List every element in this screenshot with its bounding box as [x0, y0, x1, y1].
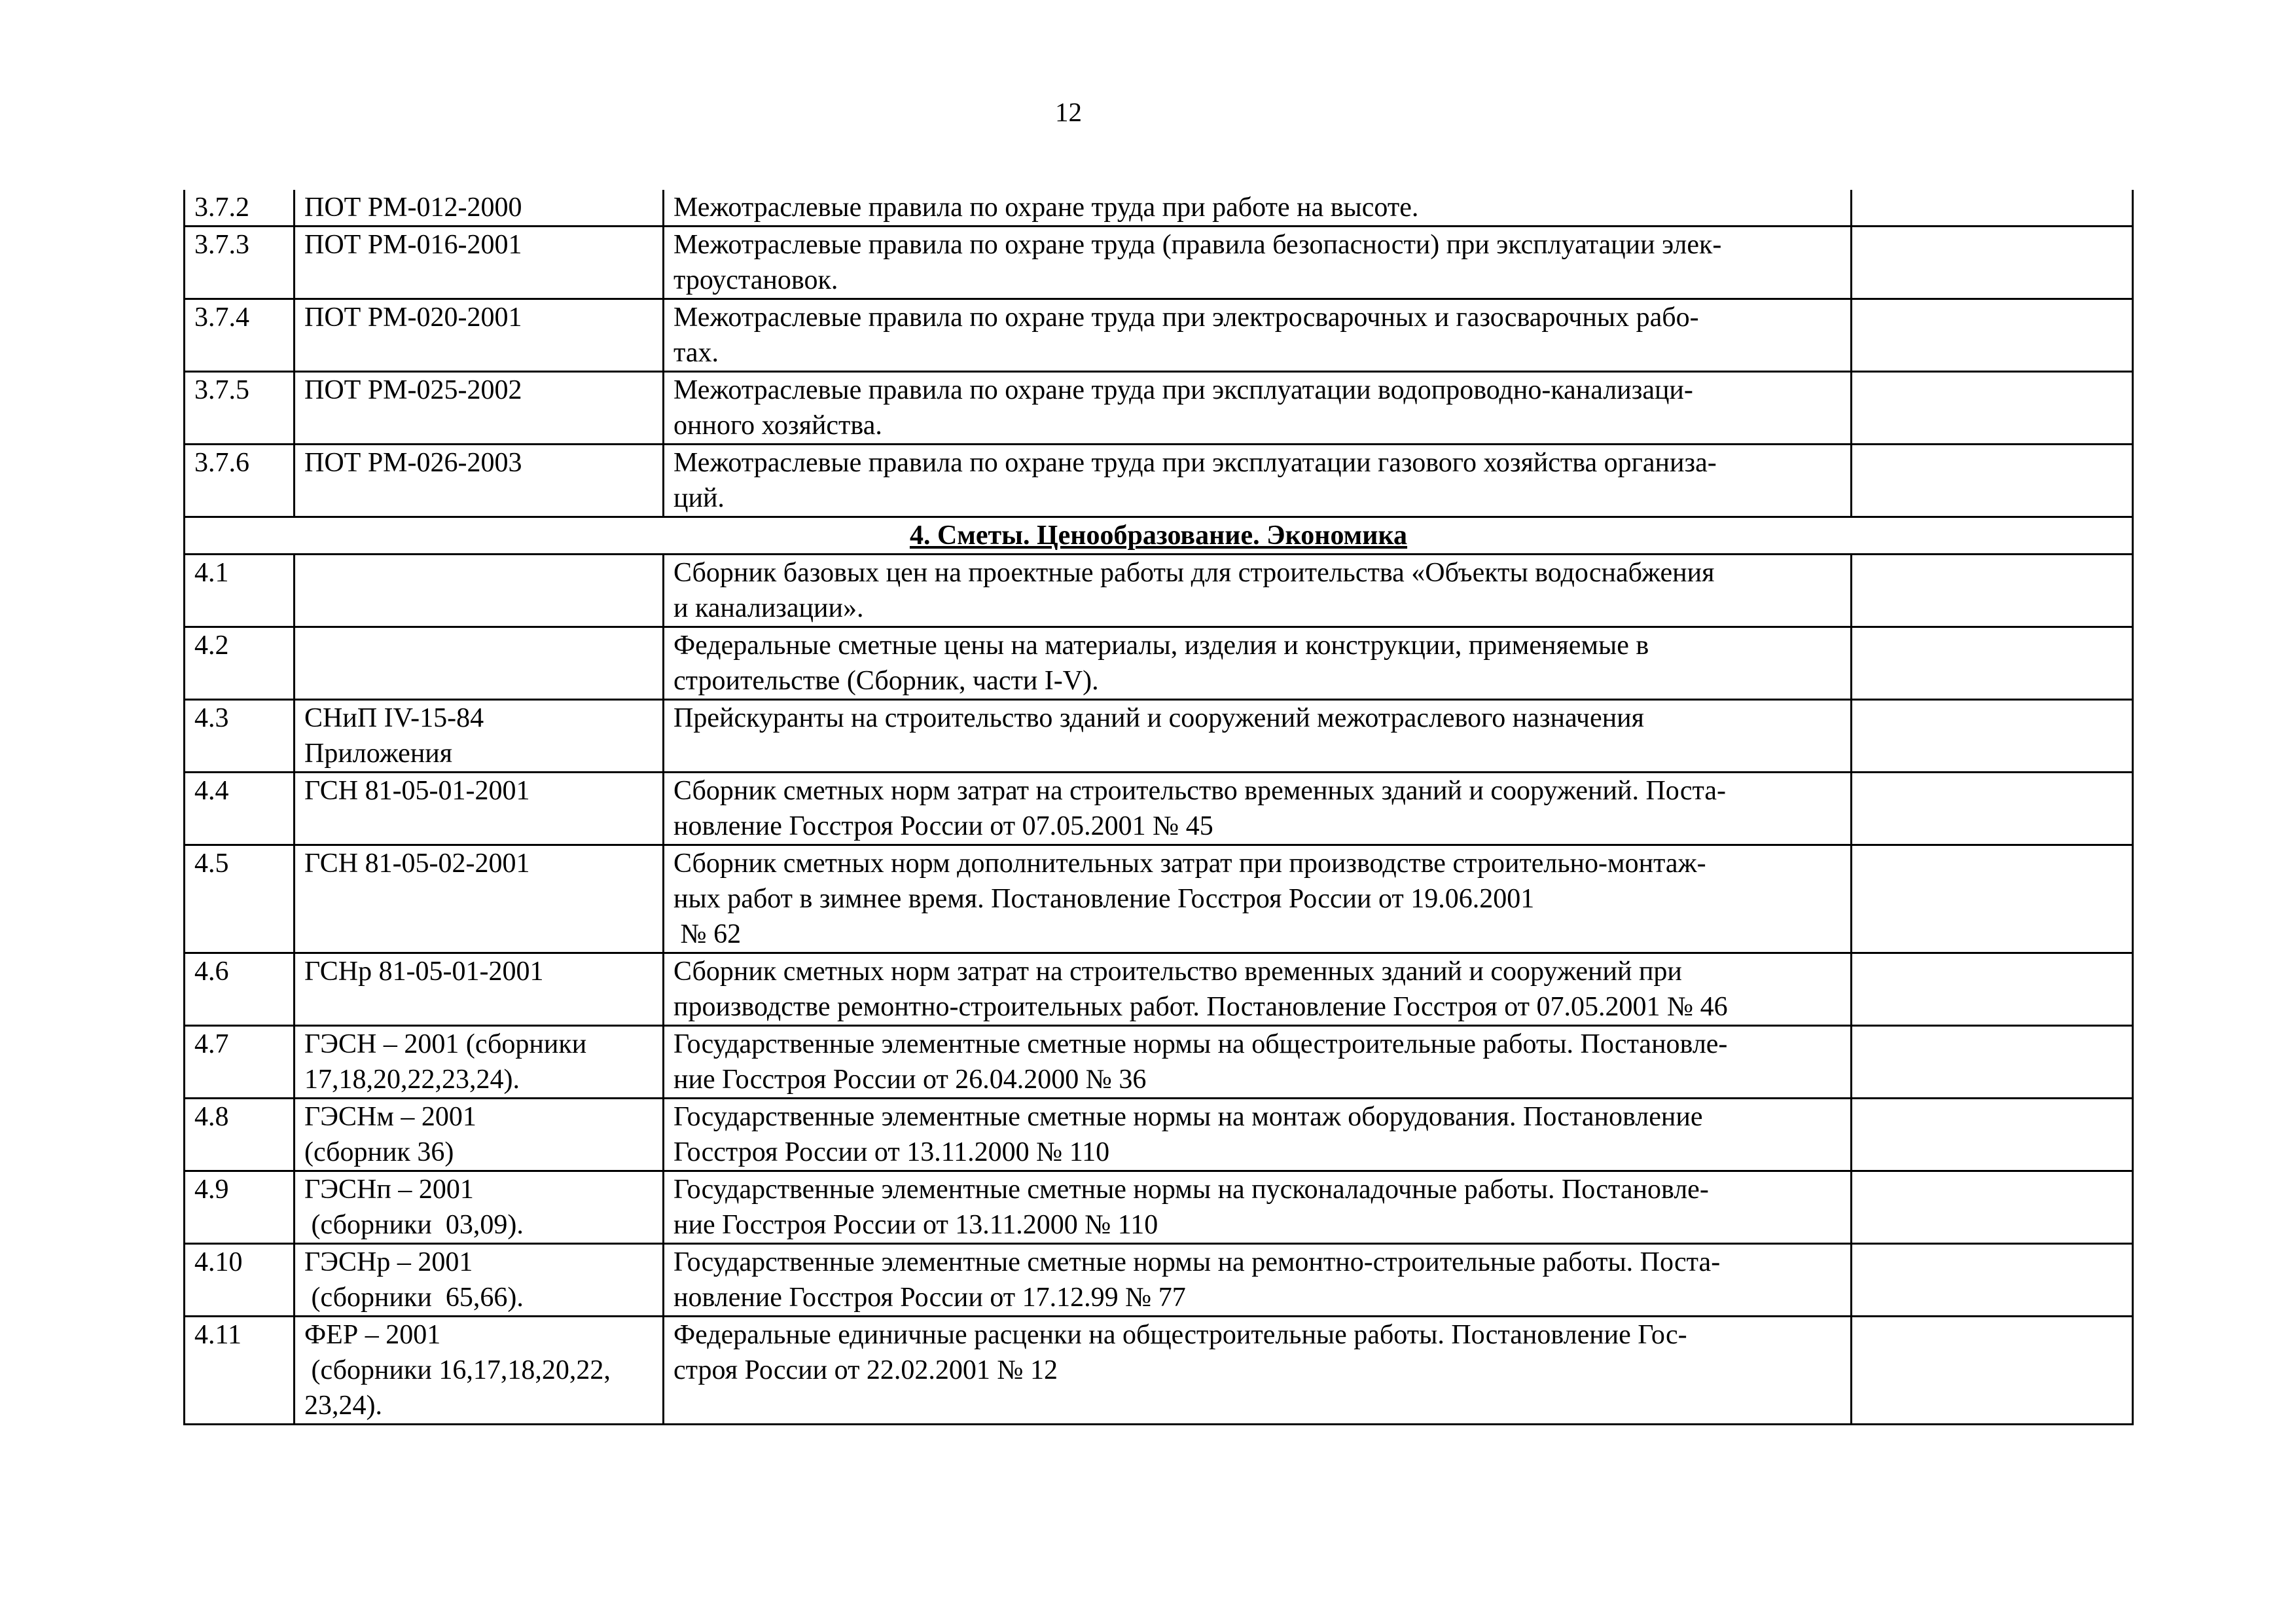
row-number: 4.8	[185, 1099, 295, 1171]
document-title: Межотраслевые правила по охране труда при работе на высоте.	[664, 190, 1852, 227]
document-title: Федеральные сметные цены на материалы, изделия и конструкции, применяемые в строительстве (Сборник, части I-V).	[664, 627, 1852, 700]
row-number: 3.7.3	[185, 227, 295, 299]
table-body	[185, 190, 2133, 1425]
note-cell	[1852, 700, 2133, 773]
document-code: ПОТ РМ-026-2003	[295, 445, 664, 517]
row-number: 3.7.6	[185, 445, 295, 517]
table-row	[185, 555, 2133, 627]
page-number: 12	[1055, 97, 1082, 127]
note-cell	[1852, 773, 2133, 845]
standards-table	[183, 190, 2134, 1425]
document-code: ГЭСН – 2001 (сборники 17,18,20,22,23,24).	[295, 1026, 664, 1099]
document-code: ГЭСНп – 2001 (сборники 03,09).	[295, 1171, 664, 1244]
document-code: ГСНр 81-05-01-2001	[295, 953, 664, 1026]
document-title: Сборник сметных норм затрат на строительство временных зданий и сооружений при производстве ремонтно-строительных работ. Постановление Госстроя от 07.05.2001 № 46	[664, 953, 1852, 1026]
row-number: 4.7	[185, 1026, 295, 1099]
document-code: ГЭСНр – 2001 (сборники 65,66).	[295, 1244, 664, 1317]
document-code: ГЭСНм – 2001 (сборник 36)	[295, 1099, 664, 1171]
note-cell	[1852, 227, 2133, 299]
document-code	[295, 555, 664, 627]
document-code: ГСН 81-05-02-2001	[295, 845, 664, 953]
table-row	[185, 445, 2133, 517]
table-row	[185, 773, 2133, 845]
table-row	[185, 299, 2133, 372]
table-row	[185, 1244, 2133, 1317]
document-title: Государственные элементные сметные нормы на общестроительные работы. Постановле- ние Госстроя России от 26.04.2000 № 36	[664, 1026, 1852, 1099]
table-row	[185, 190, 2133, 227]
document-title: Межотраслевые правила по охране труда при эксплуатации газового хозяйства организа- ций.	[664, 445, 1852, 517]
row-number: 4.9	[185, 1171, 295, 1244]
document-title: Государственные элементные сметные нормы на пусконаладочные работы. Постановле- ние Госстроя России от 13.11.2000 № 110	[664, 1171, 1852, 1244]
document-code: ГСН 81-05-01-2001	[295, 773, 664, 845]
row-number: 4.3	[185, 700, 295, 773]
table-row	[185, 1026, 2133, 1099]
table-row	[185, 845, 2133, 953]
note-cell	[1852, 372, 2133, 445]
note-cell	[1852, 1317, 2133, 1425]
section-header-row	[185, 517, 2133, 555]
table-row	[185, 627, 2133, 700]
table-row	[185, 1171, 2133, 1244]
document-title: Федеральные единичные расценки на общестроительные работы. Постановление Гос- строя России от 22.02.2001 № 12	[664, 1317, 1852, 1425]
row-number: 3.7.4	[185, 299, 295, 372]
document-title: Межотраслевые правила по охране труда (правила безопасности) при эксплуатации элек- троустановок.	[664, 227, 1852, 299]
note-cell	[1852, 190, 2133, 227]
document-title: Государственные элементные сметные нормы на ремонтно-строительные работы. Поста- новление Госстроя России от 17.12.99 № 77	[664, 1244, 1852, 1317]
row-number: 4.2	[185, 627, 295, 700]
row-number: 4.1	[185, 555, 295, 627]
note-cell	[1852, 299, 2133, 372]
section-title: 4. Сметы. Ценообразование. Экономика	[185, 517, 2133, 555]
document-title: Сборник базовых цен на проектные работы для строительства «Объекты водоснабжения и канализации».	[664, 555, 1852, 627]
note-cell	[1852, 1099, 2133, 1171]
note-cell	[1852, 1244, 2133, 1317]
note-cell	[1852, 845, 2133, 953]
table-row	[185, 1317, 2133, 1425]
document-code: СНиП IV-15-84 Приложения	[295, 700, 664, 773]
row-number: 3.7.5	[185, 372, 295, 445]
note-cell	[1852, 555, 2133, 627]
row-number: 4.4	[185, 773, 295, 845]
document-code: ПОТ РМ-020-2001	[295, 299, 664, 372]
document-title: Сборник сметных норм дополнительных затрат при производстве строительно-монтаж- ных работ в зимнее время. Постановление Госстроя России от 19.06.2001 № 62	[664, 845, 1852, 953]
note-cell	[1852, 445, 2133, 517]
note-cell	[1852, 1171, 2133, 1244]
note-cell	[1852, 953, 2133, 1026]
table-row	[185, 1099, 2133, 1171]
document-title: Сборник сметных норм затрат на строительство временных зданий и сооружений. Поста- новление Госстроя России от 07.05.2001 № 45	[664, 773, 1852, 845]
note-cell	[1852, 1026, 2133, 1099]
table-row	[185, 372, 2133, 445]
row-number: 4.10	[185, 1244, 295, 1317]
row-number: 3.7.2	[185, 190, 295, 227]
document-code: ПОТ РМ-025-2002	[295, 372, 664, 445]
document-title: Государственные элементные сметные нормы на монтаж оборудования. Постановление Госстроя России от 13.11.2000 № 110	[664, 1099, 1852, 1171]
table-row	[185, 953, 2133, 1026]
table-row	[185, 700, 2133, 773]
document-title: Межотраслевые правила по охране труда при электросварочных и газосварочных рабо- тах.	[664, 299, 1852, 372]
table-row	[185, 227, 2133, 299]
row-number: 4.5	[185, 845, 295, 953]
row-number: 4.6	[185, 953, 295, 1026]
document-code: ПОТ РМ-012-2000	[295, 190, 664, 227]
note-cell	[1852, 627, 2133, 700]
document-code: ПОТ РМ-016-2001	[295, 227, 664, 299]
document-title: Прейскуранты на строительство зданий и сооружений межотраслевого назначения	[664, 700, 1852, 773]
document-code: ФЕР – 2001 (сборники 16,17,18,20,22, 23,24).	[295, 1317, 664, 1425]
document-title: Межотраслевые правила по охране труда при эксплуатации водопроводно-канализаци- онного хозяйства.	[664, 372, 1852, 445]
row-number: 4.11	[185, 1317, 295, 1425]
document-code	[295, 627, 664, 700]
